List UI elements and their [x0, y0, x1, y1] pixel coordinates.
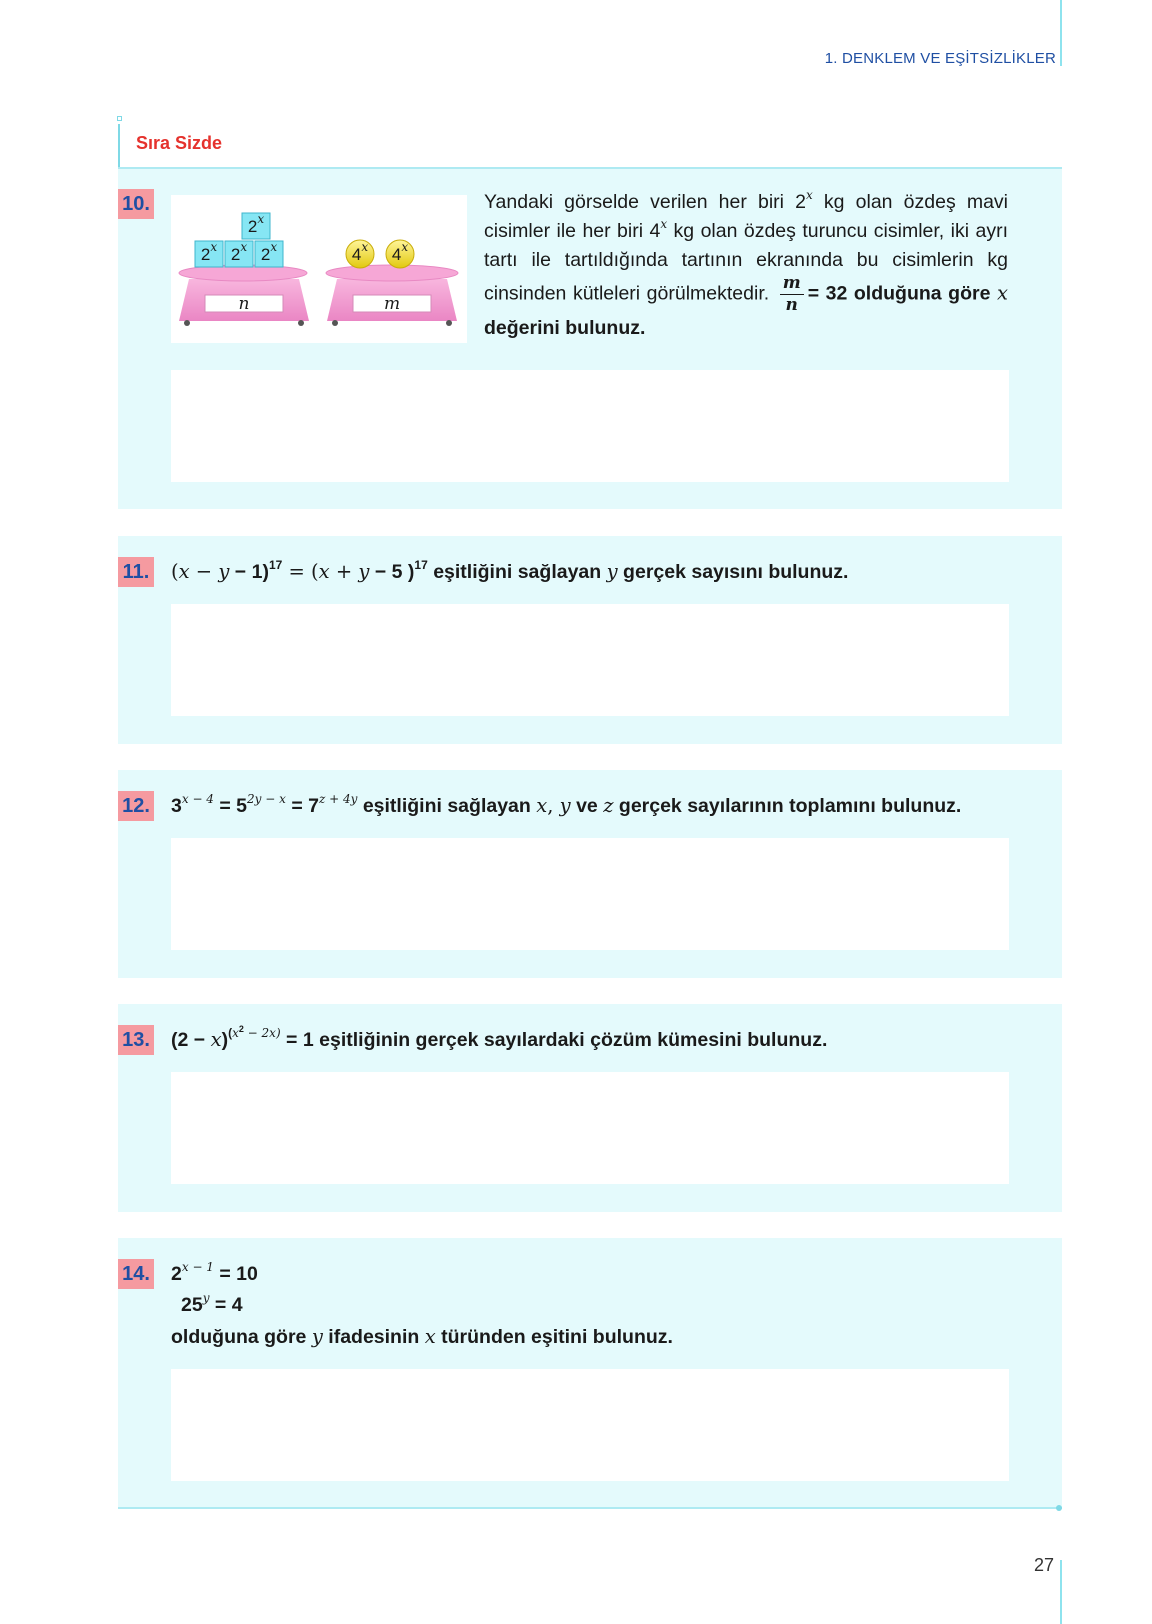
question-14-line-2: $25^y = 4$	[181, 1291, 243, 1316]
question-13-answer-area[interactable]	[171, 1072, 1009, 1184]
cube-label-1: 2$^x$	[200, 240, 218, 264]
question-11-number: 11.	[118, 557, 154, 587]
scales-drawing	[171, 195, 467, 343]
scales-illustration	[171, 195, 467, 343]
question-10-answer-area[interactable]	[171, 370, 1009, 482]
question-12-text: $3^{x - 4} = 5^{2y - x} = 7^{z + 4y}$ eşitliğini sağlayan x, y ve z gerçek sayılarının toplamını bulunuz.	[171, 792, 962, 817]
section-bar	[118, 124, 120, 168]
q10-fraction: $\frac{m}{n}$	[780, 275, 804, 314]
q10-text-1: Yandaki görselde verilen her biri 2	[484, 191, 806, 213]
top-edge-line	[1060, 0, 1062, 66]
right-scale-display: m	[383, 294, 401, 314]
ball-label-2: 4$^x$	[391, 240, 409, 264]
section-title: Sıra Sizde	[136, 133, 223, 153]
question-13-text: $(2 - x)^{(x^2 - 2x)} = 1$ eşitliğinin gerçek sayılardaki çözüm kümesini bulunuz.	[171, 1024, 828, 1051]
left-scale-display: n	[238, 294, 250, 314]
section-marker	[117, 116, 122, 121]
q10-sup-2: x	[660, 217, 668, 231]
cube-label-2: 2$^x$	[230, 240, 248, 264]
bottom-rule	[118, 1507, 1062, 1509]
question-13-number: 13.	[118, 1025, 154, 1055]
cube-label-3: 2$^x$	[260, 240, 278, 264]
question-14-line-3: olduğuna göre y ifadesinin x türünden eşitini bulunuz.	[171, 1325, 673, 1348]
chapter-header: 1. DENKLEM VE EŞİTSİZLİKLER	[824, 50, 1056, 67]
question-11-text: $(x - y - 1)^{17} = (x + y - 5$ )$^{17}$ eşitliğini sağlayan y gerçek sayısını bulunuz.	[171, 558, 849, 583]
q10-text-5: değerini bulunuz.	[484, 317, 646, 339]
question-10-text	[484, 188, 1008, 343]
page-number: 27	[1033, 1555, 1054, 1575]
question-12-answer-area[interactable]	[171, 838, 1009, 950]
question-14-line-1: $2^{x - 1} = 10$	[171, 1260, 258, 1285]
question-10-number: 10.	[118, 189, 154, 219]
bottom-rule-dot	[1056, 1505, 1062, 1511]
question-12-number: 12.	[118, 791, 154, 821]
question-11-answer-area[interactable]	[171, 604, 1009, 716]
q10-text-2: kg olan özdeş mavi cisimler ile her biri 4	[484, 191, 1009, 242]
question-14-answer-area[interactable]	[171, 1369, 1009, 1481]
q10-text-4: = 32 olduğuna göre	[807, 282, 997, 305]
bottom-edge-line	[1060, 1560, 1062, 1624]
question-14-number: 14.	[118, 1259, 154, 1289]
q10-var: x	[996, 281, 1008, 305]
ball-label-1: 4$^x$	[351, 240, 369, 264]
q10-sup-1: x	[806, 188, 813, 202]
cube-label-4: 2$^x$	[247, 212, 265, 236]
q10-text-3: kg olan özdeş turuncu cisimler, iki ayrı tartı ile tartıldığında tartının ekranında bu cisimlerin kg cinsinden kütleleri görülmektedir.	[484, 220, 1008, 305]
